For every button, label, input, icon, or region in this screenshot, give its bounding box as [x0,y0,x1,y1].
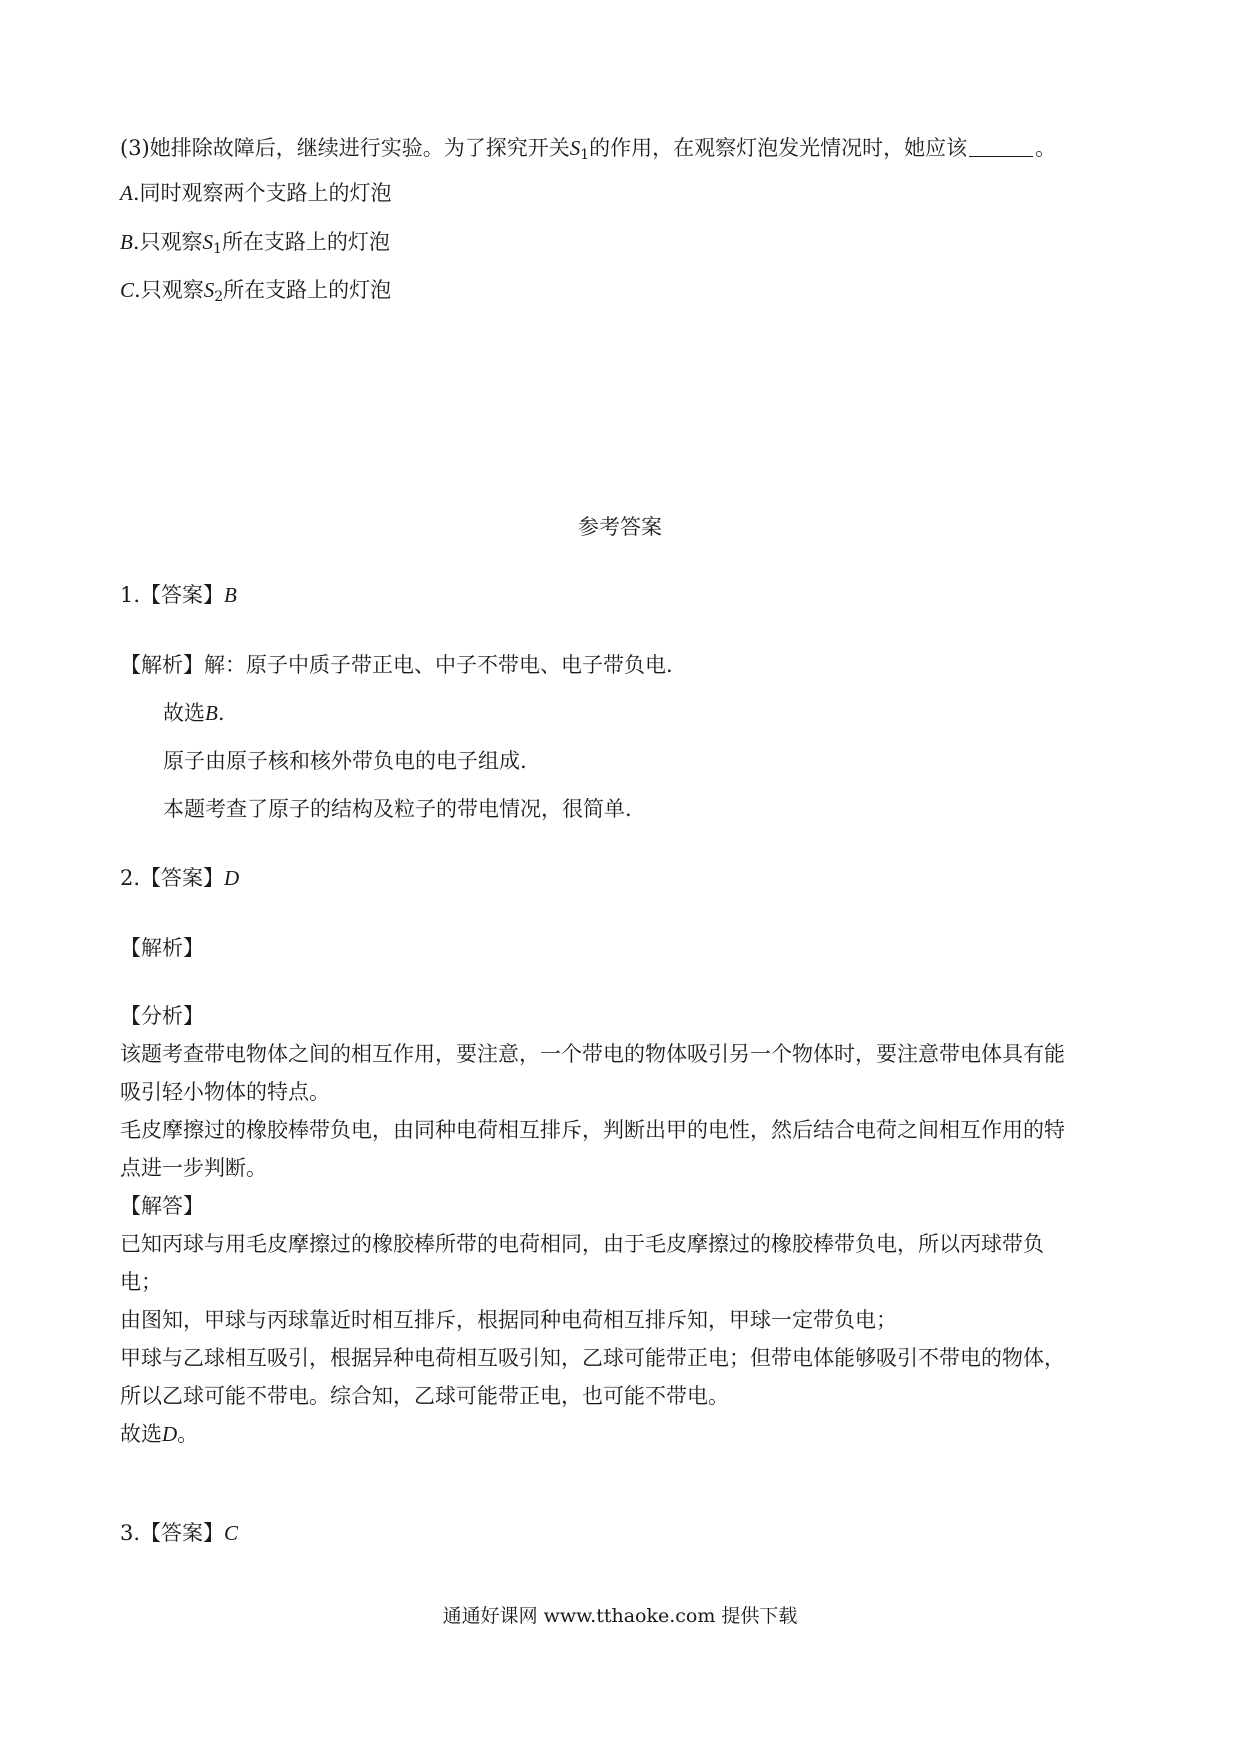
solution-line: 已知丙球与用毛皮摩擦过的橡胶棒所带的电荷相同，由于毛皮摩擦过的橡胶棒带负电，所以丙球带负 [120,1232,1044,1256]
answer-2-choice: 故选D。 [120,1422,199,1446]
solution-line: 所以乙球可能不带电。综合知，乙球可能带正电，也可能不带电。 [120,1384,729,1408]
analysis-heading: 【分析】 [120,1004,204,1028]
answer-1-line: 本题考查了原子的结构及粒子的带电情况，很简单. [163,797,632,821]
answer-1-line: 原子由原子核和核外带负电的电子组成. [163,749,527,773]
analysis-line: 该题考查带电物体之间的相互作用，要注意，一个带电的物体吸引另一个物体时，要注意带电体具有能 [120,1042,1065,1066]
answer-2: 2.【答案】D [120,866,240,890]
answer-1-choice: 故选B. [163,701,225,725]
section-title: 参考答案 [578,515,662,539]
answer-1-analysis: 【解析】解：原子中质子带正电、中子不带电、电子带负电. [120,653,673,677]
solution-line: 甲球与乙球相互吸引，根据异种电荷相互吸引知，乙球可能带正电；但带电体能够吸引不带电的物体， [120,1346,1065,1370]
solution-line: 由图知，甲球与丙球靠近时相互排斥，根据同种电荷相互排斥知，甲球一定带负电； [120,1308,897,1332]
analysis-line: 毛皮摩擦过的橡胶棒带负电，由同种电荷相互排斥，判断出甲的电性，然后结合电荷之间相互作用的特 [120,1118,1065,1142]
answer-2-analysis: 【解析】 [120,936,204,960]
answer-3: 3.【答案】C [120,1521,239,1545]
question-stem: (3)她排除故障后，继续进行实验。为了探究开关$S_1$的作用，在观察灯泡发光情况时，她应该 。 [120,136,1057,163]
analysis-line: 吸引轻小物体的特点。 [120,1080,330,1104]
solution-heading: 【解答】 [120,1194,204,1218]
option-c: C.只观察$S_2$所在支路上的灯泡 [120,278,392,305]
page-footer: 通通好课网 www.tthaoke.com 提供下载 [442,1605,798,1627]
answer-blank [969,136,1033,157]
analysis-line: 点进一步判断。 [120,1156,267,1180]
solution-line: 电； [120,1270,162,1294]
option-a: A.同时观察两个支路上的灯泡 [120,181,392,205]
answer-1: 1.【答案】B [120,583,237,607]
option-b: B.只观察$S_1$所在支路上的灯泡 [120,230,390,257]
